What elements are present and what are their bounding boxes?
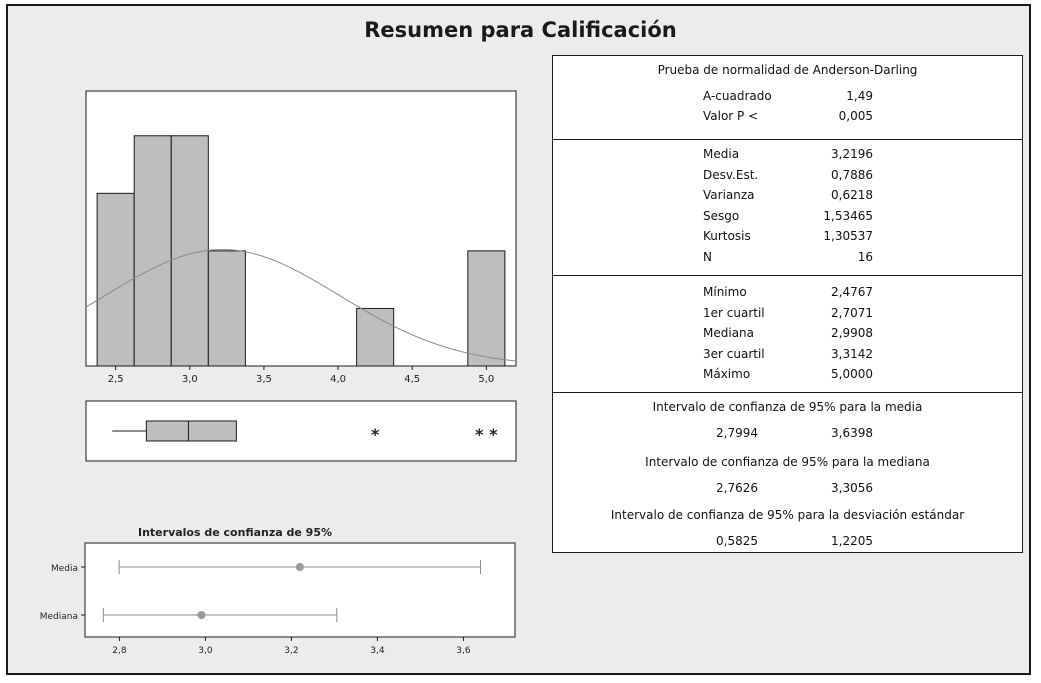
- stat-value: 0,005: [838, 109, 873, 123]
- stat-label: Mínimo: [703, 285, 747, 299]
- stat-value: 16: [857, 249, 873, 264]
- x-tick-label: 3,6: [456, 646, 471, 656]
- ci-row-label: Media: [50, 564, 78, 574]
- ci-plot-area: [85, 543, 515, 637]
- box-outlier: *: [370, 425, 380, 444]
- stat-label: Sesgo: [703, 208, 740, 223]
- x-tick-label: 3,0: [198, 646, 213, 656]
- stat-label: 3er cuartil: [703, 346, 765, 361]
- stat-label: N: [703, 249, 712, 264]
- stat-value: 3,3142: [831, 346, 873, 361]
- x-tick-label: 4,5: [404, 374, 421, 385]
- x-tick-label: 4,0: [330, 374, 347, 385]
- stat-label: Media: [703, 147, 740, 161]
- ci-median-title: Intervalo de confianza de 95% para la mediana: [645, 455, 930, 469]
- stat-value: 0,7886: [831, 167, 873, 182]
- report-title: Resumen para Calificación: [364, 18, 677, 42]
- ci-median-low: 2,7626: [716, 481, 758, 495]
- stat-value: 1,49: [846, 89, 873, 103]
- x-tick-label: 3,4: [370, 646, 385, 656]
- ci-median-high: 3,3056: [831, 481, 873, 495]
- histogram-bar: [97, 193, 134, 366]
- divider: [553, 139, 1022, 140]
- ci-sd-high: 1,2205: [831, 534, 873, 548]
- histogram-chart: [76, 88, 526, 388]
- x-tick-label: 5,0: [478, 374, 495, 385]
- histogram-bar: [134, 136, 171, 366]
- stat-value: 0,6218: [831, 188, 873, 202]
- stat-value: 2,7071: [831, 305, 873, 320]
- box-outlier: *: [489, 425, 498, 444]
- stat-value: 3,2196: [831, 147, 873, 161]
- ci-mean-title: Intervalo de confianza de 95% para la media: [652, 400, 923, 414]
- ci-chart-title: Intervalos de confianza de 95%: [138, 526, 332, 539]
- ci-row-label: Mediana: [39, 612, 78, 622]
- divider: [553, 392, 1022, 393]
- stat-label: Varianza: [703, 188, 755, 202]
- stat-label: A-cuadrado: [703, 89, 772, 103]
- stat-label: Máximo: [703, 367, 751, 381]
- x-tick-label: 3,0: [181, 374, 198, 385]
- confidence-interval-chart: [20, 520, 530, 668]
- stat-value: 2,9908: [831, 326, 873, 340]
- ci-point: [197, 611, 205, 619]
- boxplot-chart: [76, 398, 526, 468]
- x-tick-label: 2,5: [107, 374, 124, 385]
- stat-label: 1er cuartil: [703, 305, 765, 320]
- histogram-bar: [468, 251, 505, 366]
- ci-mean-high: 3,6398: [831, 426, 873, 440]
- x-tick-label: 3,5: [255, 374, 272, 385]
- stat-value: 2,4767: [831, 285, 873, 299]
- x-tick-label: 2,8: [112, 646, 127, 656]
- box-iqr: [146, 421, 236, 441]
- statistics-table: [552, 55, 1023, 553]
- stat-value: 1,53465: [823, 208, 873, 223]
- stat-label: Kurtosis: [703, 229, 751, 243]
- stat-value: 1,30537: [823, 229, 873, 243]
- stat-value: 5,0000: [831, 367, 873, 381]
- stat-label: Valor P <: [703, 109, 759, 123]
- x-tick-label: 3,2: [284, 646, 299, 656]
- ci-point: [296, 563, 304, 571]
- divider: [553, 275, 1022, 276]
- stat-label: Mediana: [703, 326, 754, 340]
- ci-sd-title: Intervalo de confianza de 95% para la desviación estándar: [610, 508, 965, 522]
- histogram-bar: [357, 308, 394, 366]
- box-outlier: *: [475, 425, 484, 444]
- stat-label: Desv.Est.: [703, 167, 759, 182]
- ci-sd-low: 0,5825: [716, 534, 758, 548]
- anderson-darling-title: Prueba de normalidad de Anderson-Darling: [657, 63, 918, 77]
- histogram-bar: [208, 251, 245, 366]
- ci-mean-low: 2,7994: [716, 426, 758, 440]
